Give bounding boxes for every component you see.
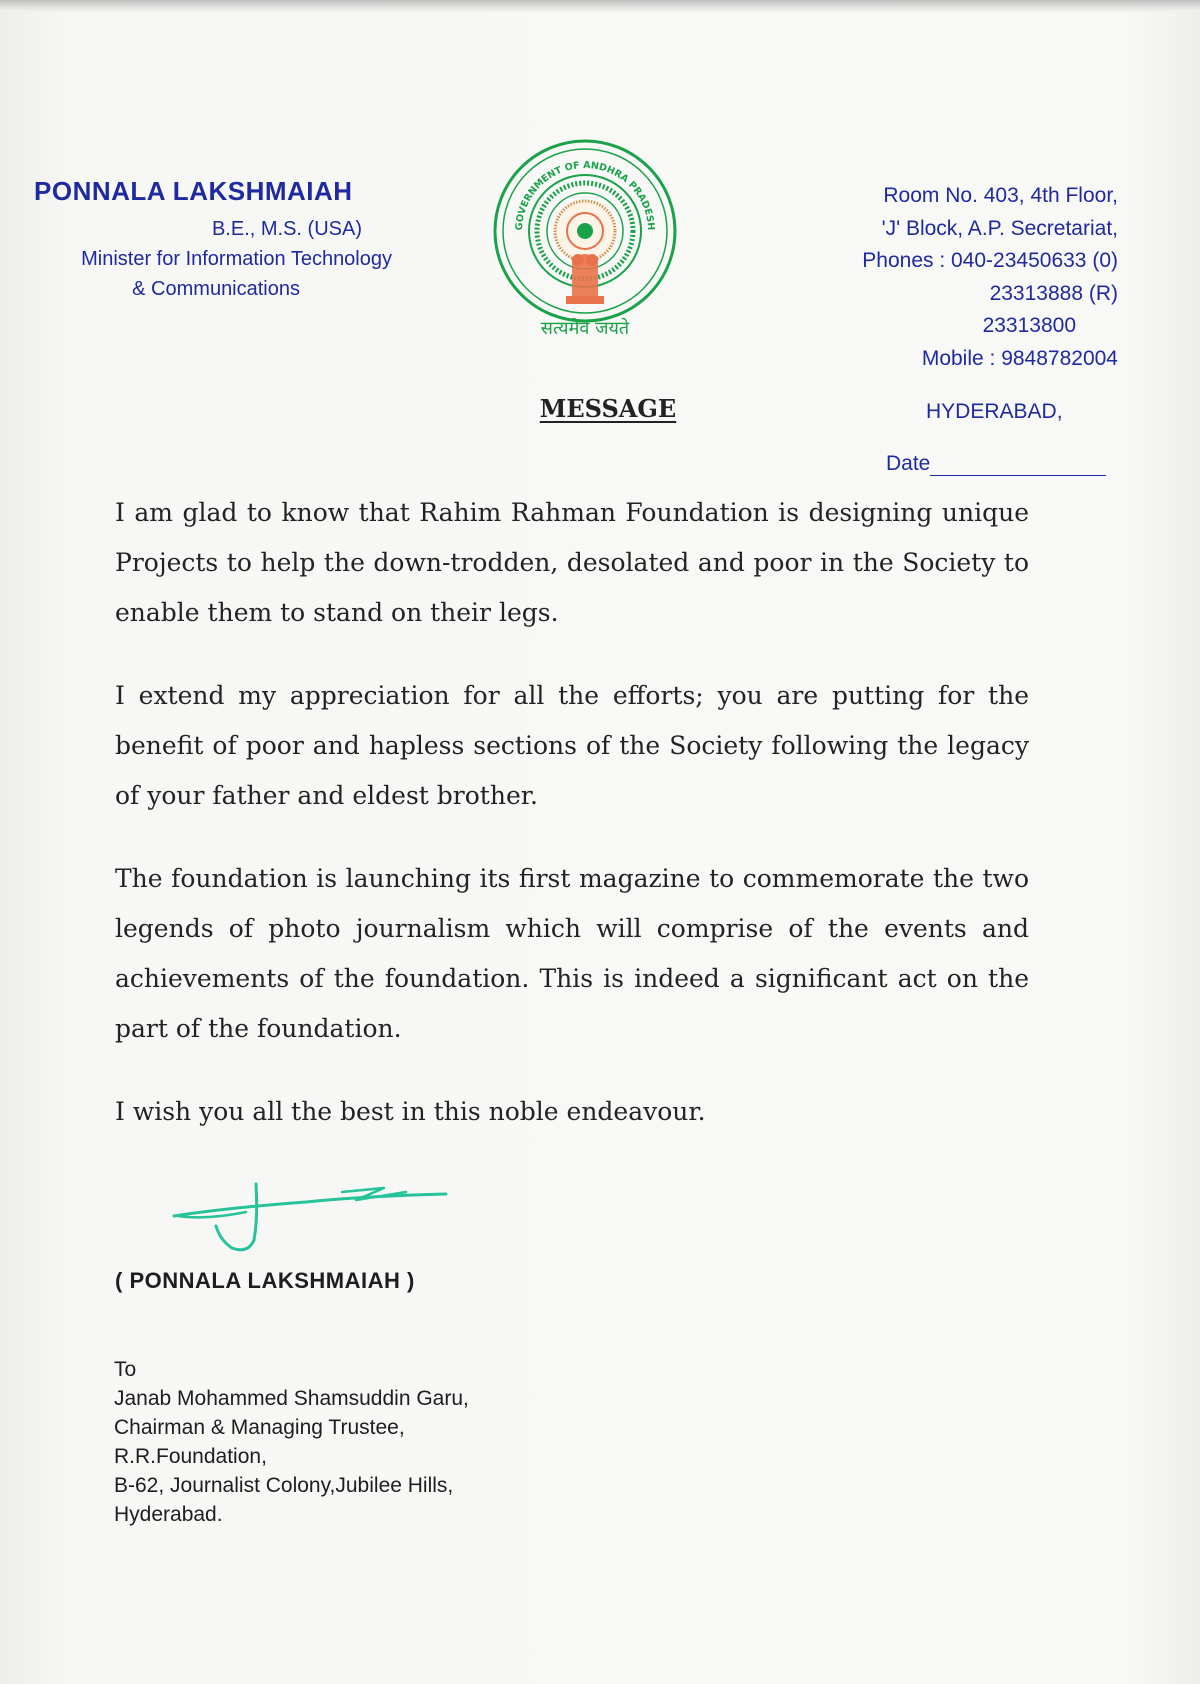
message-paragraph: I wish you all the best in this noble endeavour. <box>115 1097 706 1126</box>
city-label: HYDERABAD, <box>926 400 1063 423</box>
signatory-name: ( PONNALA LAKSHMAIAH ) <box>115 1268 415 1293</box>
address-line: Phones : 040-23450633 (0) <box>862 249 1118 272</box>
message-paragraph: I am glad to know that Rahim Rahman Foundation is designing unique Projects to help the down-trodden, desolated and poor in the Society to enable them to stand on their legs. <box>115 498 1029 627</box>
address-line: 23313800 <box>982 314 1076 337</box>
date-field <box>886 452 1106 476</box>
sender-portfolio: & Communications <box>132 278 300 300</box>
address-line: 23313888 (R) <box>989 281 1118 305</box>
state-emblem-icon <box>492 138 678 348</box>
recipient-line: R.R.Foundation, <box>114 1445 267 1468</box>
address-line: 'J' Block, A.P. Secretariat, <box>881 216 1118 240</box>
letterhead-sender <box>30 176 392 301</box>
handwritten-signature-icon <box>166 1178 456 1258</box>
emblem-motto: सत्यमेव जयते <box>540 318 630 339</box>
recipient-line: Janab Mohammed Shamsuddin Garu, <box>114 1387 469 1410</box>
sender-name: PONNALA LAKSHMAIAH <box>34 176 353 206</box>
recipient-address <box>114 1355 469 1529</box>
page-title: MESSAGE <box>539 394 677 423</box>
letterhead-address <box>798 180 1118 375</box>
address-line: Room No. 403, 4th Floor, <box>883 184 1118 207</box>
message-paragraph: I extend my appreciation for all the efforts; you are putting for the benefit of poor and hapless sections of the Society following the legacy of your father and eldest brother. <box>115 681 1029 810</box>
message-paragraph: The foundation is launching its first magazine to commemorate the two legends of photo journalism which will comprise of the events and achievements of the foundation. This is indeed a significant act on the part of the foundation. <box>115 864 1029 1043</box>
message-body <box>115 488 1029 1170</box>
recipient-line: B-62, Journalist Colony,Jubilee Hills, <box>114 1474 454 1497</box>
emblem-ring-text: GOVERNMENT OF ANDHRA PRADESH <box>513 159 657 231</box>
paper-top-edge <box>0 0 1200 12</box>
address-line: Mobile : 9848782004 <box>921 346 1118 370</box>
recipient-line: Hyderabad. <box>114 1503 223 1526</box>
recipient-line: Chairman & Managing Trustee, <box>114 1416 405 1439</box>
sender-designation: Minister for Information Technology <box>81 248 392 270</box>
date-blank-line <box>930 457 1106 476</box>
date-label: Date <box>886 452 931 475</box>
sender-degrees: B.E., M.S. (USA) <box>211 218 362 240</box>
recipient-line: To <box>114 1358 137 1381</box>
